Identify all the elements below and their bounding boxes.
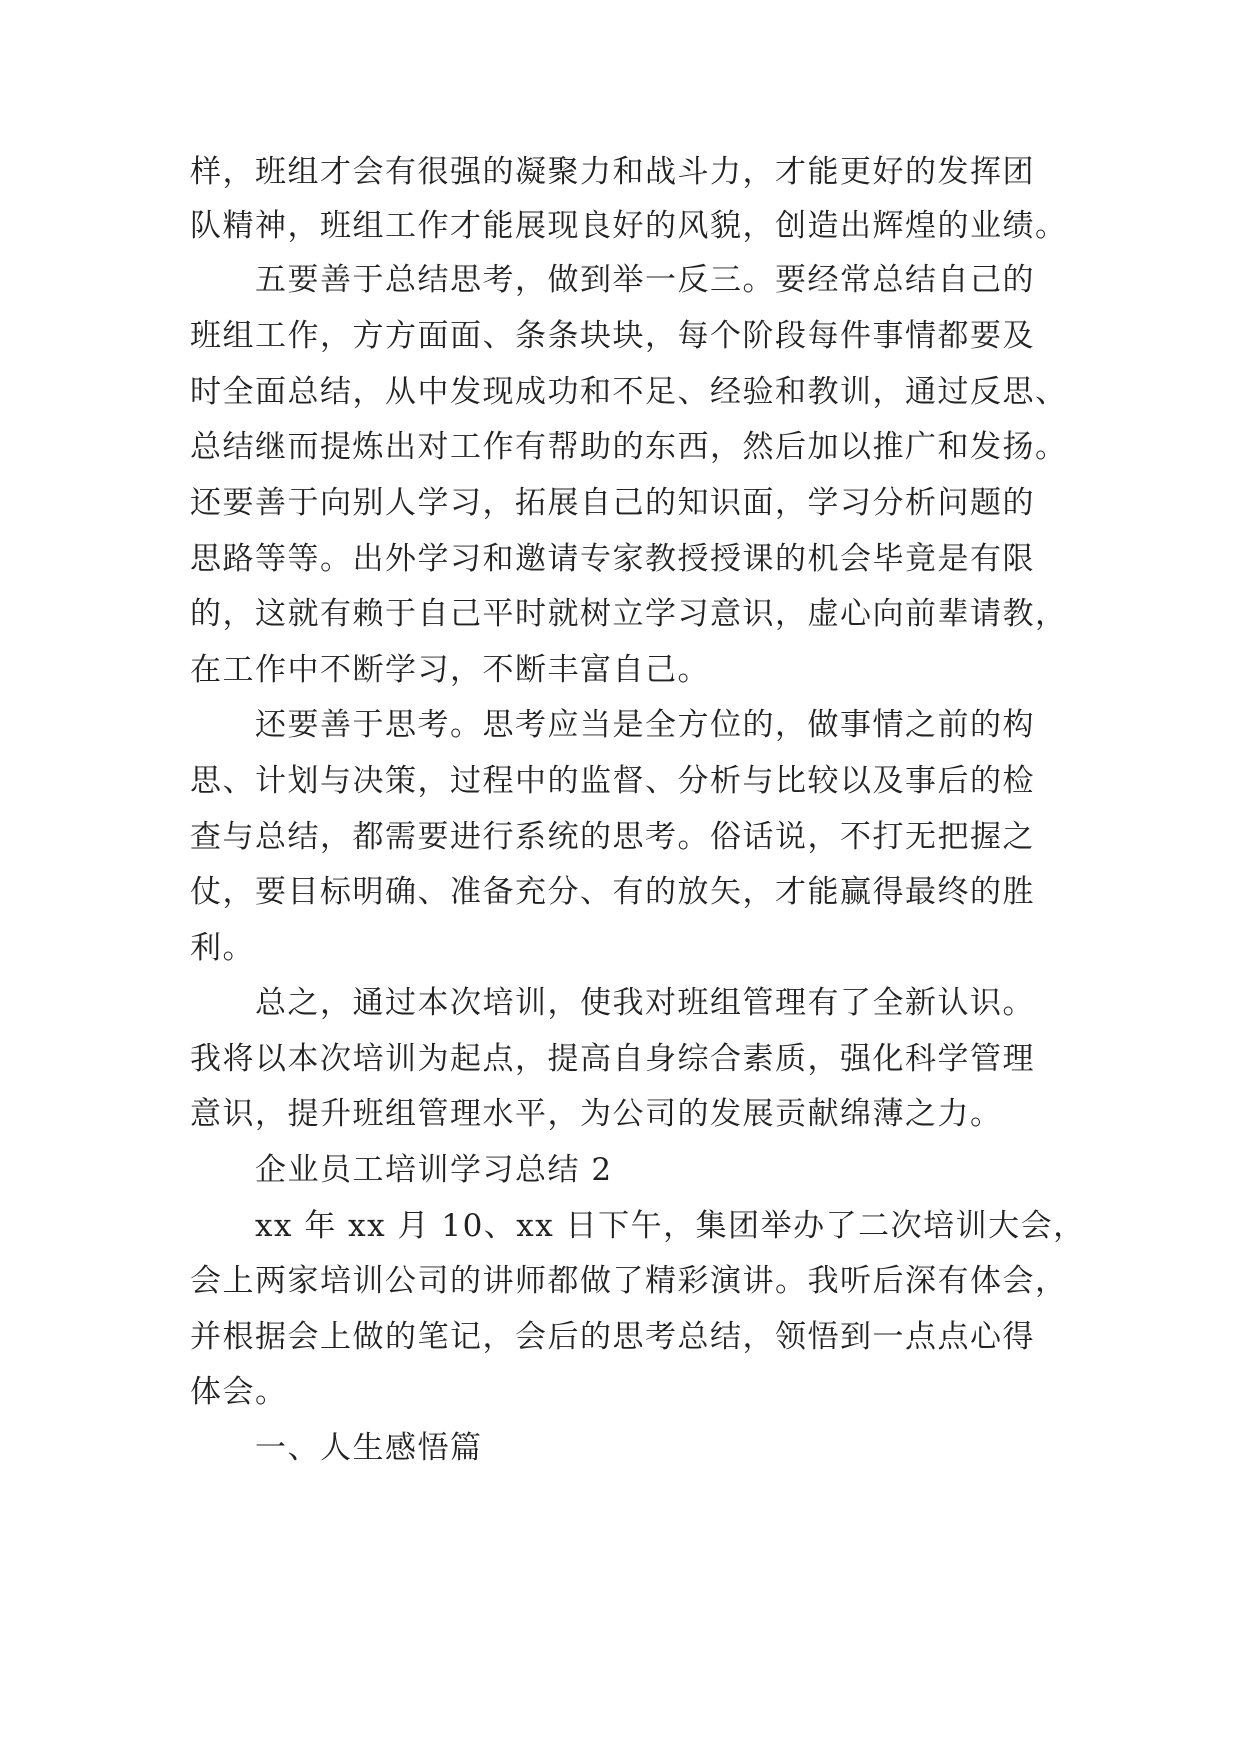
text-line: 仗，要目标明确、准备充分、有的放矢，才能赢得最终的胜 (190, 874, 1035, 910)
text-line: 思路等等。出外学习和邀请专家教授授课的机会毕竟是有限 (190, 541, 1035, 577)
text-line: 会上两家培训公司的讲师都做了精彩演讲。我听后深有体会， (190, 1263, 1068, 1299)
section-title: 企业员工培训学习总结 2 (255, 1152, 613, 1188)
text-line: 体会。 (190, 1374, 288, 1410)
text-line: 还要善于向别人学习，拓展自己的知识面，学习分析问题的 (190, 485, 1035, 521)
text-line: 队精神，班组工作才能展现良好的风貌，创造出辉煌的业绩。 (190, 208, 1068, 244)
text-line: 并根据会上做的笔记，会后的思考总结，领悟到一点点心得 (190, 1319, 1035, 1355)
subsection-heading: 一、人生感悟篇 (255, 1430, 483, 1466)
text-line: 我将以本次培训为起点，提高自身综合素质，强化科学管理 (190, 1041, 1035, 1077)
text-line: 查与总结，都需要进行系统的思考。俗话说，不打无把握之 (190, 819, 1035, 855)
text-line: 利。 (190, 930, 255, 966)
text-line: 的，这就有赖于自己平时就树立学习意识，虚心向前辈请教， (190, 596, 1068, 632)
text-line: 意识，提升班组管理水平，为公司的发展贡献绵薄之力。 (190, 1096, 1003, 1132)
paragraph-start: 总之，通过本次培训，使我对班组管理有了全新认识。 (255, 985, 1035, 1021)
paragraph-start: 还要善于思考。思考应当是全方位的，做事情之前的构 (255, 707, 1035, 743)
paragraph-start: xx 年 xx 月 10、xx 日下午，集团举办了二次培训大会， (255, 1208, 1086, 1244)
text-line: 思、计划与决策，过程中的监督、分析与比较以及事后的检 (190, 763, 1035, 799)
text-line: 在工作中不断学习，不断丰富自己。 (190, 652, 710, 688)
text-line: 时全面总结，从中发现成功和不足、经验和教训，通过反思、 (190, 374, 1068, 410)
paragraph-start: 五要善于总结思考，做到举一反三。要经常总结自己的 (255, 262, 1035, 298)
text-line: 样，班组才会有很强的凝聚力和战斗力，才能更好的发挥团 (190, 154, 1035, 190)
text-line: 总结继而提炼出对工作有帮助的东西，然后加以推广和发扬。 (190, 429, 1068, 465)
text-line: 班组工作，方方面面、条条块块，每个阶段每件事情都要及 (190, 318, 1035, 354)
